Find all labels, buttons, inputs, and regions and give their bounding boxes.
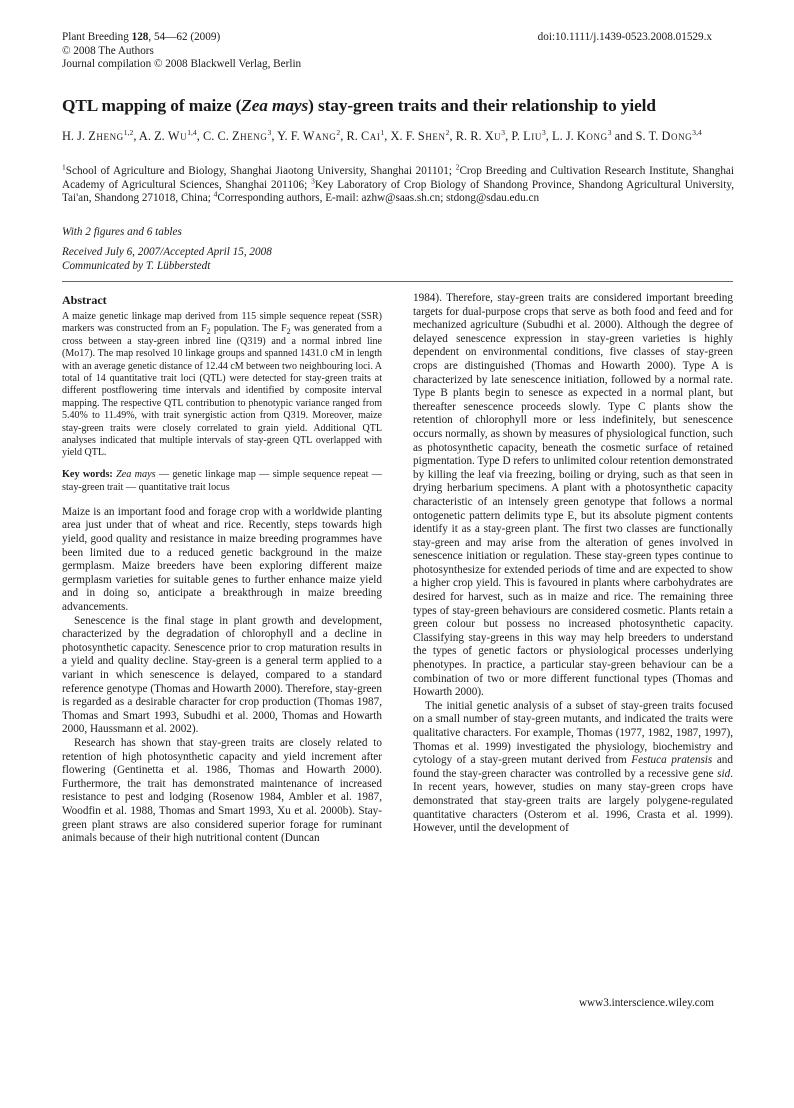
body-paragraph: 1984). Therefore, stay-green traits are considered important breeding targets for dual-purpose crops that serve as both food and feed and for mechanized agriculture (Subudhi et al. 2000). Although the degree of delayed senescence expression in stay-green varieties is highly dependent on environmental conditions, five classes of stay-green crops are distinguished (Thomas and Howarth 2000). Type A is characterized by late senescence initiation, followed by a normal rate. Type B plants begin to senesce as expected in a normal plant, but thereafter senescence proceeds slowly. Type C plants show the retention of chlorophyll more or less indefinitely, but senescence occurs normally, as shown by measures of physiological function, such as photosynthetic capacity, beneath the cosmetic surface of retained pigmentation. Type D refers to unlimited colour retention demonstrated by killing the leaf via freezing, boiling or drying, such as that seen in drying herbarium specimens. A plant with a photosynthetic capacity characteristic of an intensely green genotype that follows a normal ontogenetic pattern delimits type E, but its absolute pigment contents identify it as a stay-green plant. The first two classes are functionally stay-green and may arise from the alteration of genes involved in senescence initiation or regulation. These stay-green types continue to photosynthesize for extended periods of time and are expected to show a higher crop yield. This is favoured in plants where carbohydrates are desired for harvest, such as in maize and rice. The remaining three types of stay-green behaviours are considered cosmetic. Plants retain a green colour but possess no increased photosynthetic capacity. Classifying stay-greens in this way may help breeders to understand the types of genetic factors or physiological processes underlying phenotypes. In practice, a particular stay-green behaviour can be a combination of two or more different functional types (Thomas and Howarth 2000).: [413, 292, 733, 699]
author: H. J. Zheng$^{1,2}$,: [62, 127, 139, 143]
body-paragraph: Maize is an important food and forage crop with a worldwide planting area just under that of wheat and rice. Recently, steps towards high yield, good quality and resistance in maize breeding programmes have been limited due to a reduced genetic background in the maize germplasm. Maize breeders have been exploring different maize germplasm varieties for suitable genes to further enhance maize yield and in doing so, anticipate a breakthrough in maize breeding advancements.: [62, 505, 382, 614]
author: A. Z. Wu$^{1,4}$,: [138, 127, 203, 143]
author: S. T. Dong$^{3,4}$: [635, 127, 702, 143]
compilation-line: Journal compilation © 2008 Blackwell Verlag, Berlin: [62, 58, 302, 71]
author: X. F. Shen$^2$,: [390, 127, 456, 143]
article-title: QTL mapping of maize (Zea mays) stay-green traits and their relationship to yield: [62, 96, 656, 115]
abstract-text: A maize genetic linkage map derived from 115 simple sequence repeat (SSR) markers was constructed from an $F_2$ population. The $F_2$ was generated from a cross between a stay-green inbred line (Q319) and a normal inbred line (Mo17). The map resolved 10 linkage groups and spanned 1431.0 cM in length with an average genetic distance of 12.44 cM between two neighbouring loci. A total of 14 quantitative trait loci (QTL) were detected for stay-green traits at different postflowering time intervals and identified by composite interval mapping. The respective QTL contribution to phenotypic variance ranged from 5.40% to 11.49%, with trait synergistic action from Q319. Moreover, maize stay-green traits were closely correlated to grain yield. Additional QTL analyses indicated that multiple intervals of stay-green QTL overlapped with yield QTL.: [62, 311, 383, 459]
journal-citation: Plant Breeding 128, 54—62 (2009): [62, 31, 221, 43]
left-column: [62, 292, 382, 846]
publisher-url: www3.interscience.wiley.com: [578, 997, 714, 1009]
journal-header: [62, 31, 301, 72]
body-paragraph: The initial genetic analysis of a subset of stay-green traits focused on a small number of stay-green mutants, and indicated the traits were qualitative characters. For example, Thomas (1977, 1982, 1987, 1997), Thomas et al. 1999) investigated the physiology, biochemistry and cytology of a stay-green mutant derived from Festuca pratensis and found the stay-green character was controlled by a recessive gene sid. In recent years, however, studies on many stay-green crops have demonstrated that stay-green traits are largely polygene-regulated quantitative characters (Osterom et al. 1996, Crasta et al. 1999). However, until the development of: [413, 699, 733, 835]
communicated-by: Communicated by T. Lübberstedt: [62, 260, 211, 272]
author: R. R. Xu$^3$,: [455, 127, 512, 143]
author: L. J. Kong$^3$ and: [552, 127, 636, 143]
author: Y. F. Wang$^2$,: [277, 127, 347, 143]
affiliations: $^1$School of Agriculture and Biology, Shanghai Jiaotong University, Shanghai 201101; $^2$Crop Breeding and Cultivation Research Institute, Shanghai Academy of Agricultural Sciences, Shanghai 201106; $^3$Key Laboratory of Crop Biology of Shandong Province, Shandong Agricultural University, Tai'an, Shandong 271018, China; $^4$Corresponding authors, E-mail: azhw@saas.sh.cn; stdong@sdau.edu.cn: [62, 162, 734, 205]
keywords: Key words: Zea mays — genetic linkage map — simple sequence repeat — stay-green trait — quantitative trait locus: [62, 468, 382, 494]
right-column: [413, 292, 733, 836]
author: P. Liu$^3$,: [511, 127, 549, 143]
header-divider: [62, 281, 733, 282]
doi: doi:10.1111/j.1439-0523.2008.01529.x: [537, 31, 712, 43]
body-paragraph: Research has shown that stay-green traits are closely related to retention of high photosynthetic capacity and yield increment after flowering (Gentinetta et al. 1986, Thomas and Howarth 2000). Furthermore, the trait has demonstrated maintenance of increased resistance to pest and lodging (Rosenow 1984, Ambler et al. 1987, Woodfin et al. 1988, Thomas and Smart 1993, Xu et al. 2000b). Stay-green plant straws are also considered superior forage for ruminant animals because of their high nutritional content (Duncan: [62, 736, 382, 845]
author-list: [62, 127, 734, 146]
abstract-heading: Abstract: [62, 293, 107, 307]
copyright-line: © 2008 The Authors: [62, 44, 154, 57]
author: R. Cai$^1$,: [346, 127, 391, 143]
author: C. C. Zheng$^3$,: [202, 127, 278, 143]
body-paragraph: Senescence is the final stage in plant growth and development, characterized by the degradation of chlorophyll and a decline in photosynthetic capacity. Senescence prior to crop maturation results in a yield and quality decline. Stay-green is a general term applied to a variant in which senescence is delayed, compared to a standard reference genotype (Thomas and Howarth 2000). Therefore, stay-green is regarded as a desirable character for crop production (Thomas 1987, Thomas and Smart 1993, Subudhi et al. 2000, Thomas and Howarth 2000, Haussmann et al. 2002).: [62, 614, 382, 736]
received-accepted-dates: Received July 6, 2007/Accepted April 15, 2008: [62, 246, 272, 258]
figures-tables-note: With 2 figures and 6 tables: [62, 226, 182, 238]
